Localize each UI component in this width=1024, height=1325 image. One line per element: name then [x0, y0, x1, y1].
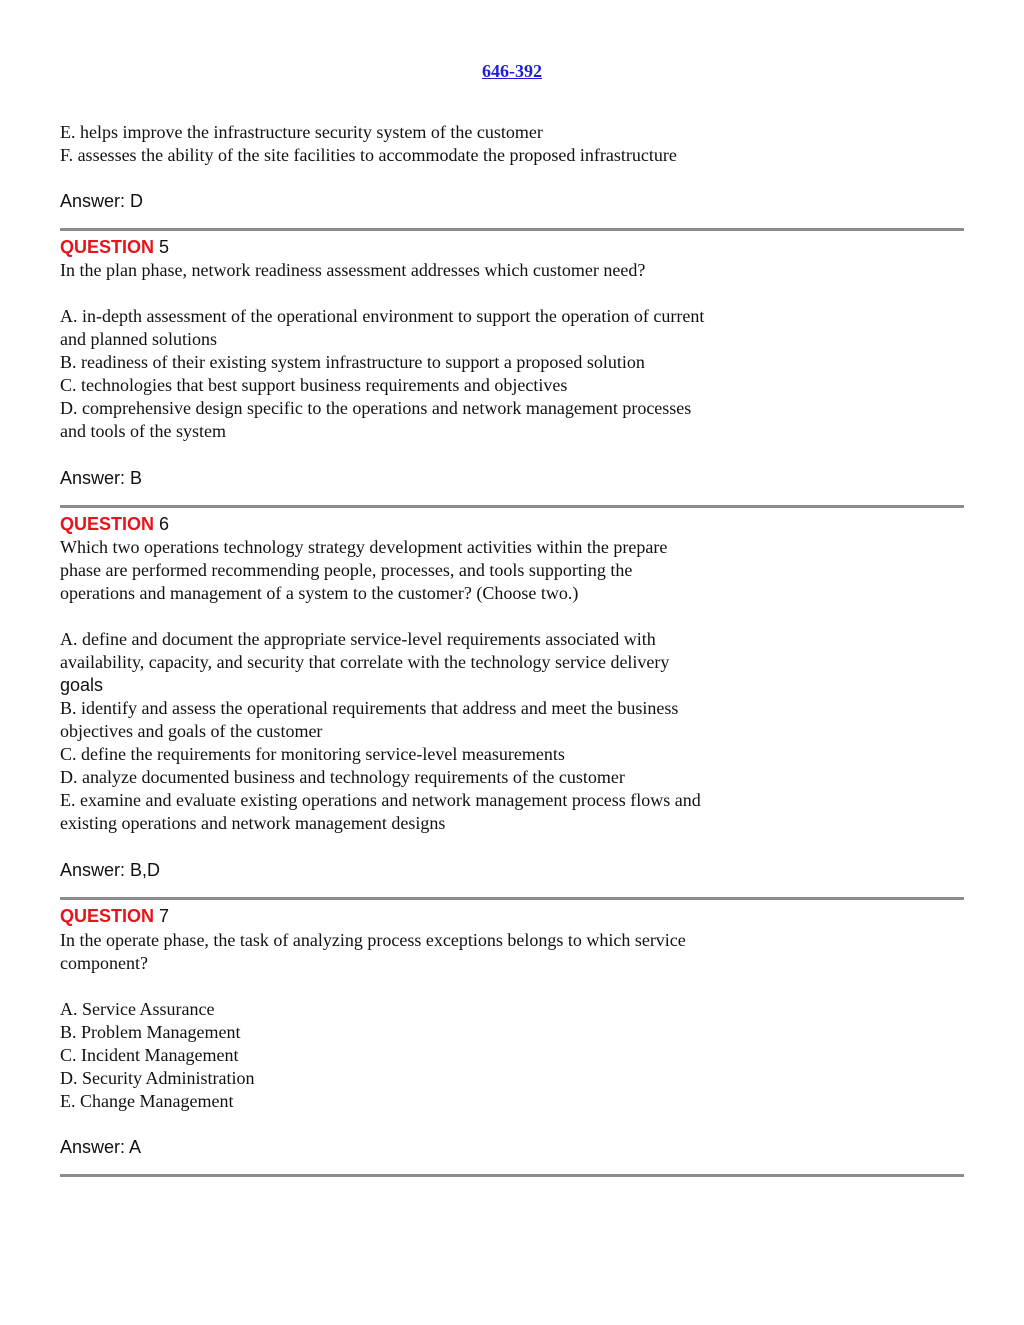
option-line: A. Service Assurance: [60, 999, 215, 1019]
option-line: F. assesses the ability of the site facilities to accommodate the proposed infrastructure: [60, 145, 677, 165]
option-line: goals: [60, 675, 104, 695]
option-line: B. Problem Management: [60, 1022, 241, 1042]
question-heading: [60, 513, 964, 536]
question-label: QUESTION: [60, 906, 155, 926]
option-line: E. Change Management: [60, 1091, 234, 1111]
divider: [60, 897, 964, 900]
question-line: Which two operations technology strategy development activities within the prepare: [60, 537, 668, 557]
question-line: In the plan phase, network readiness assessment addresses which customer need?: [60, 260, 646, 280]
answer-text: Answer: D: [60, 191, 144, 211]
answer-text: Answer: B,D: [60, 860, 161, 880]
option-line: A. in-depth assessment of the operational environment to support the operation of current: [60, 306, 705, 326]
option-line: C. define the requirements for monitoring service-level measurements: [60, 744, 565, 764]
intro-options: [60, 121, 964, 167]
divider: [60, 505, 964, 508]
option-line: D. analyze documented business and technology requirements of the customer: [60, 767, 625, 787]
question-line: phase are performed recommending people, processes, and tools supporting the: [60, 560, 633, 580]
option-line: D. Security Administration: [60, 1068, 255, 1088]
option-line: objectives and goals of the customer: [60, 721, 323, 741]
answer-text: Answer: B: [60, 468, 143, 488]
question-line: operations and management of a system to the customer? (Choose two.): [60, 583, 579, 603]
question-label: QUESTION: [60, 514, 155, 534]
option-line: availability, capacity, and security that correlate with the technology service delivery: [60, 652, 670, 672]
option-line: B. identify and assess the operational requirements that address and meet the business: [60, 698, 679, 718]
divider: [60, 228, 964, 231]
question-label: QUESTION: [60, 237, 155, 257]
question-line: In the operate phase, the task of analyzing process exceptions belongs to which service: [60, 930, 686, 950]
question-heading: [60, 905, 964, 928]
question-options: [60, 998, 964, 1113]
option-line: and tools of the system: [60, 421, 226, 441]
option-line: existing operations and network management designs: [60, 813, 446, 833]
option-line: E. examine and evaluate existing operations and network management process flows and: [60, 790, 701, 810]
option-line: E. helps improve the infrastructure security system of the customer: [60, 122, 543, 142]
question-heading: [60, 236, 964, 259]
question-line: component?: [60, 953, 148, 973]
question-options: [60, 628, 964, 835]
question-text: [60, 259, 964, 282]
header-title-link[interactable]: 646-392: [482, 61, 542, 81]
option-line: and planned solutions: [60, 329, 217, 349]
option-line: C. Incident Management: [60, 1045, 239, 1065]
question-number: 7: [159, 906, 170, 926]
question-number: 5: [159, 237, 170, 257]
divider: [60, 1174, 964, 1177]
option-line: D. comprehensive design specific to the operations and network management processes: [60, 398, 692, 418]
question-number: 6: [159, 514, 170, 534]
option-line: A. define and document the appropriate service-level requirements associated with: [60, 629, 656, 649]
option-line: B. readiness of their existing system infrastructure to support a proposed solution: [60, 352, 645, 372]
option-line: C. technologies that best support business requirements and objectives: [60, 375, 568, 395]
answer-text: Answer: A: [60, 1137, 142, 1157]
question-options: [60, 305, 964, 443]
question-text: [60, 536, 964, 605]
question-text: [60, 929, 964, 975]
